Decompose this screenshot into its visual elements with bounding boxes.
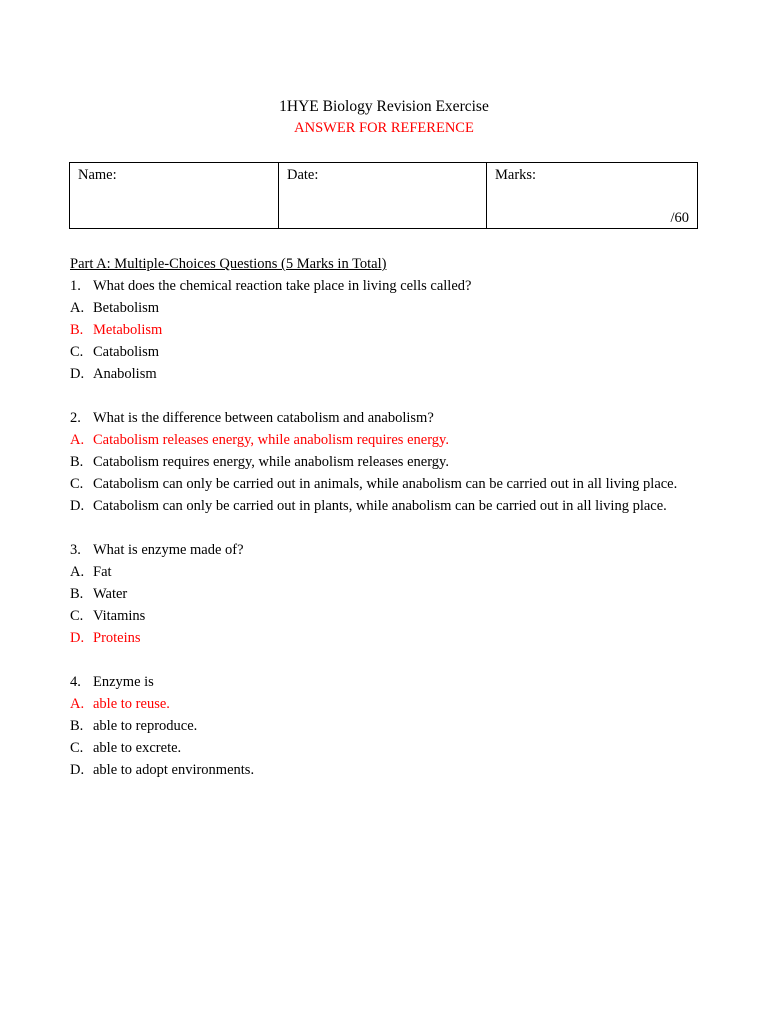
option-text: Catabolism releases energy, while anabolism requires energy. (93, 432, 449, 448)
option-b (70, 451, 690, 473)
option-text: able to reproduce. (93, 718, 198, 734)
date-cell[interactable] (279, 163, 487, 229)
part-a-heading: Part A: Multiple-Choices Questions (5 Marks in Total) (70, 256, 387, 272)
question-number: 1. (70, 278, 81, 294)
page-title: 1HYE Biology Revision Exercise (279, 98, 489, 115)
option-text: able to adopt environments. (93, 762, 255, 778)
option-label: D. (70, 366, 85, 382)
option-text: Catabolism requires energy, while anabolism releases energy. (93, 454, 449, 470)
part-a-section (70, 253, 690, 781)
question-stem: What is the difference between catabolism and anabolism? (93, 410, 434, 426)
option-d (70, 363, 690, 385)
option-label: D. (70, 498, 85, 514)
option-text: able to reuse. (93, 696, 170, 712)
option-label: A. (70, 564, 85, 580)
option-label: B. (70, 454, 84, 470)
question-1 (70, 275, 690, 385)
question-number: 4. (70, 674, 81, 690)
option-text: Catabolism (93, 344, 160, 360)
question-number: 2. (70, 410, 81, 426)
option-label: D. (70, 630, 85, 646)
question-spacer (70, 649, 690, 671)
question-text (70, 539, 690, 561)
question-spacer (70, 517, 690, 539)
question-number: 3. (70, 542, 81, 558)
option-text: Anabolism (93, 366, 157, 382)
option-a (70, 561, 690, 583)
option-label: A. (70, 432, 85, 448)
option-label: C. (70, 740, 84, 756)
option-text: Proteins (93, 630, 141, 646)
question-3 (70, 539, 690, 649)
name-label: Name: (78, 167, 117, 183)
question-spacer (70, 385, 690, 407)
option-label: D. (70, 762, 85, 778)
option-text: Water (93, 586, 128, 602)
option-label: A. (70, 300, 85, 316)
question-text (70, 407, 690, 429)
name-cell[interactable] (70, 163, 279, 229)
marks-cell[interactable] (487, 163, 698, 229)
question-stem: What is enzyme made of? (93, 542, 244, 558)
answer-key-subtitle: ANSWER FOR REFERENCE (294, 120, 474, 136)
option-b (70, 583, 690, 605)
option-label: B. (70, 718, 84, 734)
option-a-correct-answer (70, 693, 690, 715)
option-text: Catabolism can only be carried out in plants, while anabolism can be carried out in all living place. (93, 498, 667, 514)
option-c (70, 473, 690, 495)
option-c (70, 341, 690, 363)
option-d (70, 495, 690, 517)
option-label: C. (70, 608, 84, 624)
question-text (70, 275, 690, 297)
question-stem: Enzyme is (93, 674, 154, 690)
student-info-table (69, 162, 698, 229)
question-4 (70, 671, 690, 781)
option-text: able to excrete. (93, 740, 182, 756)
option-d (70, 759, 690, 781)
option-d-correct-answer (70, 627, 690, 649)
option-b-correct-answer (70, 319, 690, 341)
option-c (70, 737, 690, 759)
option-text: Vitamins (93, 608, 146, 624)
option-a (70, 297, 690, 319)
marks-label: Marks: (495, 167, 537, 183)
option-c (70, 605, 690, 627)
option-b (70, 715, 690, 737)
option-label: B. (70, 586, 84, 602)
date-label: Date: (287, 167, 319, 183)
option-text: Betabolism (93, 300, 160, 316)
option-label: C. (70, 476, 84, 492)
question-2 (70, 407, 690, 517)
option-label: A. (70, 696, 85, 712)
option-label: C. (70, 344, 84, 360)
option-text: Metabolism (93, 322, 163, 338)
option-text: Fat (93, 564, 112, 580)
marks-total: /60 (670, 210, 689, 226)
question-text (70, 671, 690, 693)
option-label: B. (70, 322, 84, 338)
option-a-correct-answer (70, 429, 690, 451)
question-stem: What does the chemical reaction take place in living cells called? (93, 278, 472, 294)
option-text: Catabolism can only be carried out in animals, while anabolism can be carried out in all living place. (93, 476, 678, 492)
